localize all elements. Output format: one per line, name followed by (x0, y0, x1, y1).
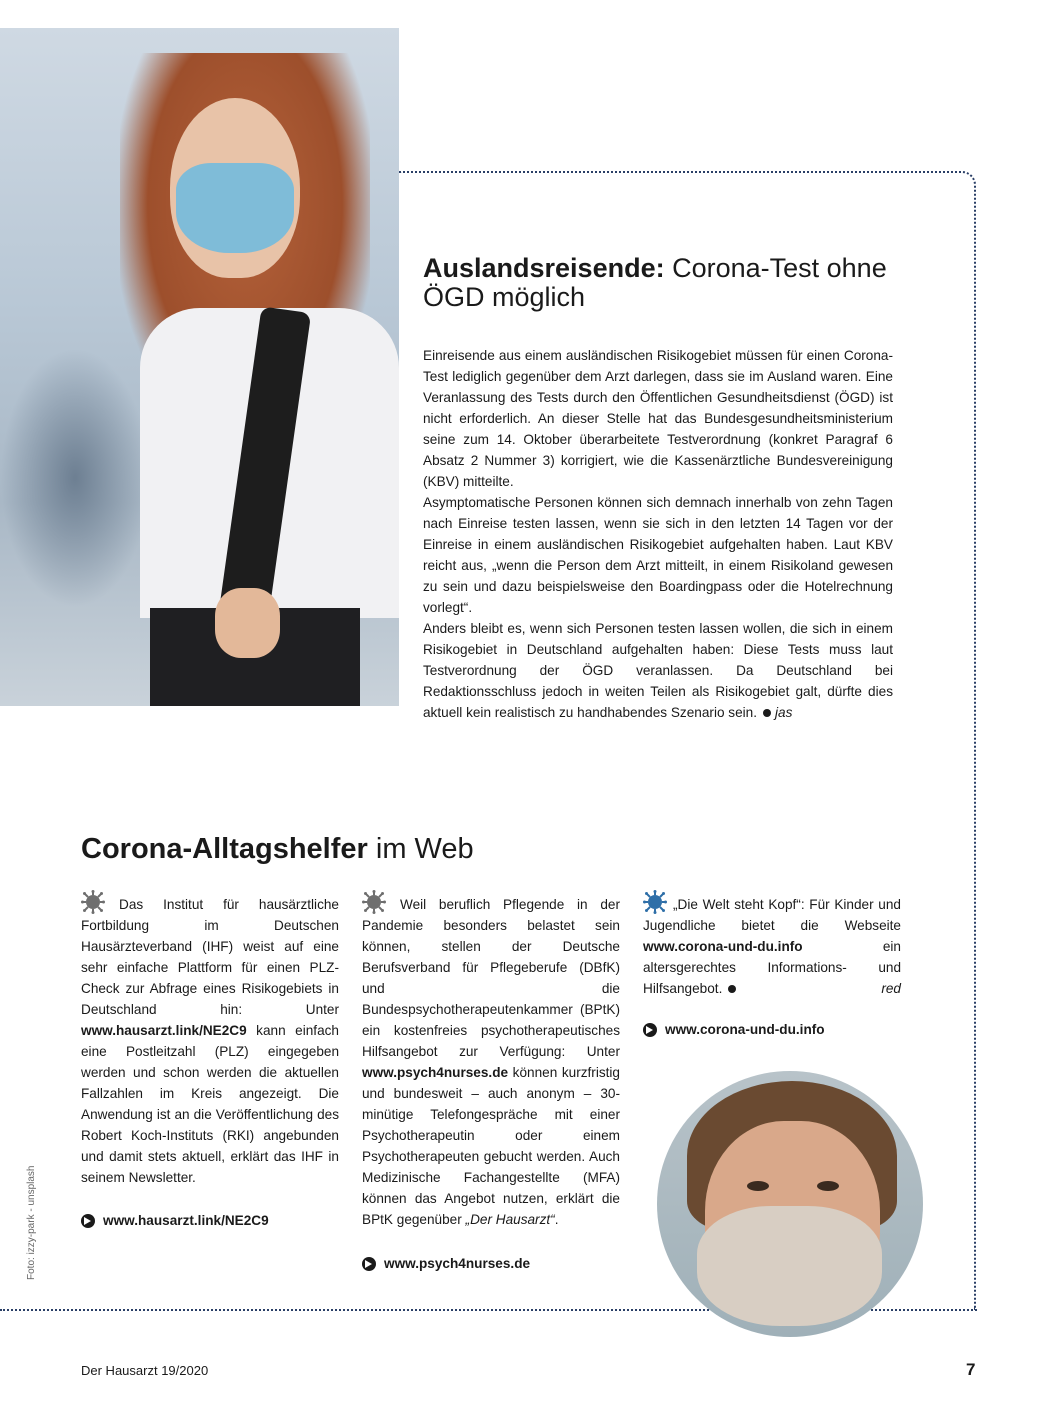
link-psych4nurses[interactable]: www.psych4nurses.de (362, 1256, 530, 1271)
inline-link[interactable]: www.hausarzt.link/NE2C9 (81, 1023, 247, 1038)
link-corona-und-du[interactable]: www.corona-und-du.info (643, 1022, 825, 1037)
column-ihf: Das Institut für hausärztliche Fortbildung im Deutschen Hausärzteverband (IHF) weist auf eine sehr einfache Plattform für einen PLZ-Check zur Abfrage eines Risikogebiets in Deutschland hin: Unter www.hausarzt.link/NE2C9 kann einfach eine Postleitzahl (PLZ) eingegeben werden und schon werden die aktuellen Fallzahlen im Kreis angezeigt. Die Anwendung ist an die Veröffentlichung des Robert Koch-Instituts (RKI) angebunden und damit stets aktuell, erklärt das IHF in seinem Newsletter. (81, 890, 339, 1188)
virus-icon (81, 890, 105, 914)
virus-icon (362, 890, 386, 914)
column-psych4nurses: Weil beruflich Pflegende in der Pandemie besonders belastet sein können, stellen der Deutsche Berufsverband für Pflegeberufe (DBfK) und die Bundespsychotherapeutenkammer (BPtK) ein kostenfreies psychotherapeutisches Hilfsangebot zur Verfügung: Unter www.psych4nurses.de können kurzfristig und bundesweit – auch anonym – 30-minütige Telefongespräche mit einer Psychotherapeutin oder einem Psychotherapeuten gebucht werden. Auch Medizinische Fachangestellte (MFA) können das Angebot nutzen, erklärt die BPtK gegenüber „Der Hausarzt“. (362, 890, 620, 1230)
article-headline: Auslandsreisende: Corona-Test ohne ÖGD möglich (423, 253, 887, 312)
woman-with-mask-photo (0, 28, 399, 706)
end-bullet-icon (728, 985, 736, 993)
arrow-right-icon (643, 1023, 657, 1037)
photo-credit: Foto: izzy-park - unsplash (26, 1165, 37, 1280)
article-paragraph: Asymptomatische Personen können sich demnach innerhalb von zehn Tagen nach Einreise testen lassen, wenn sie sich in den letzten 14 Tagen vor der Einreise in einem ausländischen Risikogebiet aufgehalten haben. Laut KBV reicht aus, „wenn die Person dem Arzt mitteilt, in einem Risikoland gewesen zu sein und dazu beispielsweise den Boardingpass oder die Hotelrechnung vorlegt“. (423, 495, 893, 615)
boy-with-mask-photo (657, 1071, 923, 1337)
inline-link[interactable]: www.psych4nurses.de (362, 1065, 509, 1080)
author-initials: red (881, 981, 901, 996)
arrow-right-icon (362, 1257, 376, 1271)
page-number: 7 (966, 1360, 976, 1379)
article-body (423, 345, 893, 723)
link-hausarzt[interactable]: www.hausarzt.link/NE2C9 (81, 1213, 269, 1228)
end-bullet-icon (763, 709, 771, 717)
article-paragraph: Anders bleibt es, wenn sich Personen testen lassen wollen, die sich in einem Risikogebiet in Deutschland aufgehalten haben: Diese Tests muss laut Testverordnung der ÖGD veranlassen. Da Deutschland bei Redaktionsschluss jedoch in weiten Teilen als Risikogebiet galt, dürfte dies aktuell kein realistisch zu handhabendes Szenario sein. jas (423, 621, 893, 720)
inline-link[interactable]: www.corona-und-du.info (643, 939, 803, 954)
virus-icon (643, 890, 667, 914)
column-corona-und-du: „Die Welt steht Kopf“: Für Kinder und Jugendliche bietet die Webseite www.corona-und-du.info ein altersgerechtes Informations- und Hilfsangebot. red (643, 890, 901, 999)
arrow-right-icon (81, 1214, 95, 1228)
magazine-issue: Der Hausarzt 19/2020 (81, 1363, 209, 1378)
author-initials: jas (775, 705, 793, 720)
article-paragraph: Einreisende aus einem ausländischen Risikogebiet müssen für einen Corona-Test lediglich gegenüber dem Arzt darlegen, dass sie im Ausland waren. Eine Veranlassung des Tests durch den Öffentlichen Gesundheitsdienst (ÖGD) ist nicht erforderlich. An dieser Stelle hat das Bundesgesundheitsministerium seine zum 14. Oktober überarbeitete Testverordnung (konkret Paragraf 6 Absatz 2 Nummer 3) korrigiert, wie die Kassenärztliche Bundesvereinigung (KBV) mitteilte. (423, 348, 893, 489)
section-headline: Corona-Alltagshelfer im Web (81, 833, 474, 865)
